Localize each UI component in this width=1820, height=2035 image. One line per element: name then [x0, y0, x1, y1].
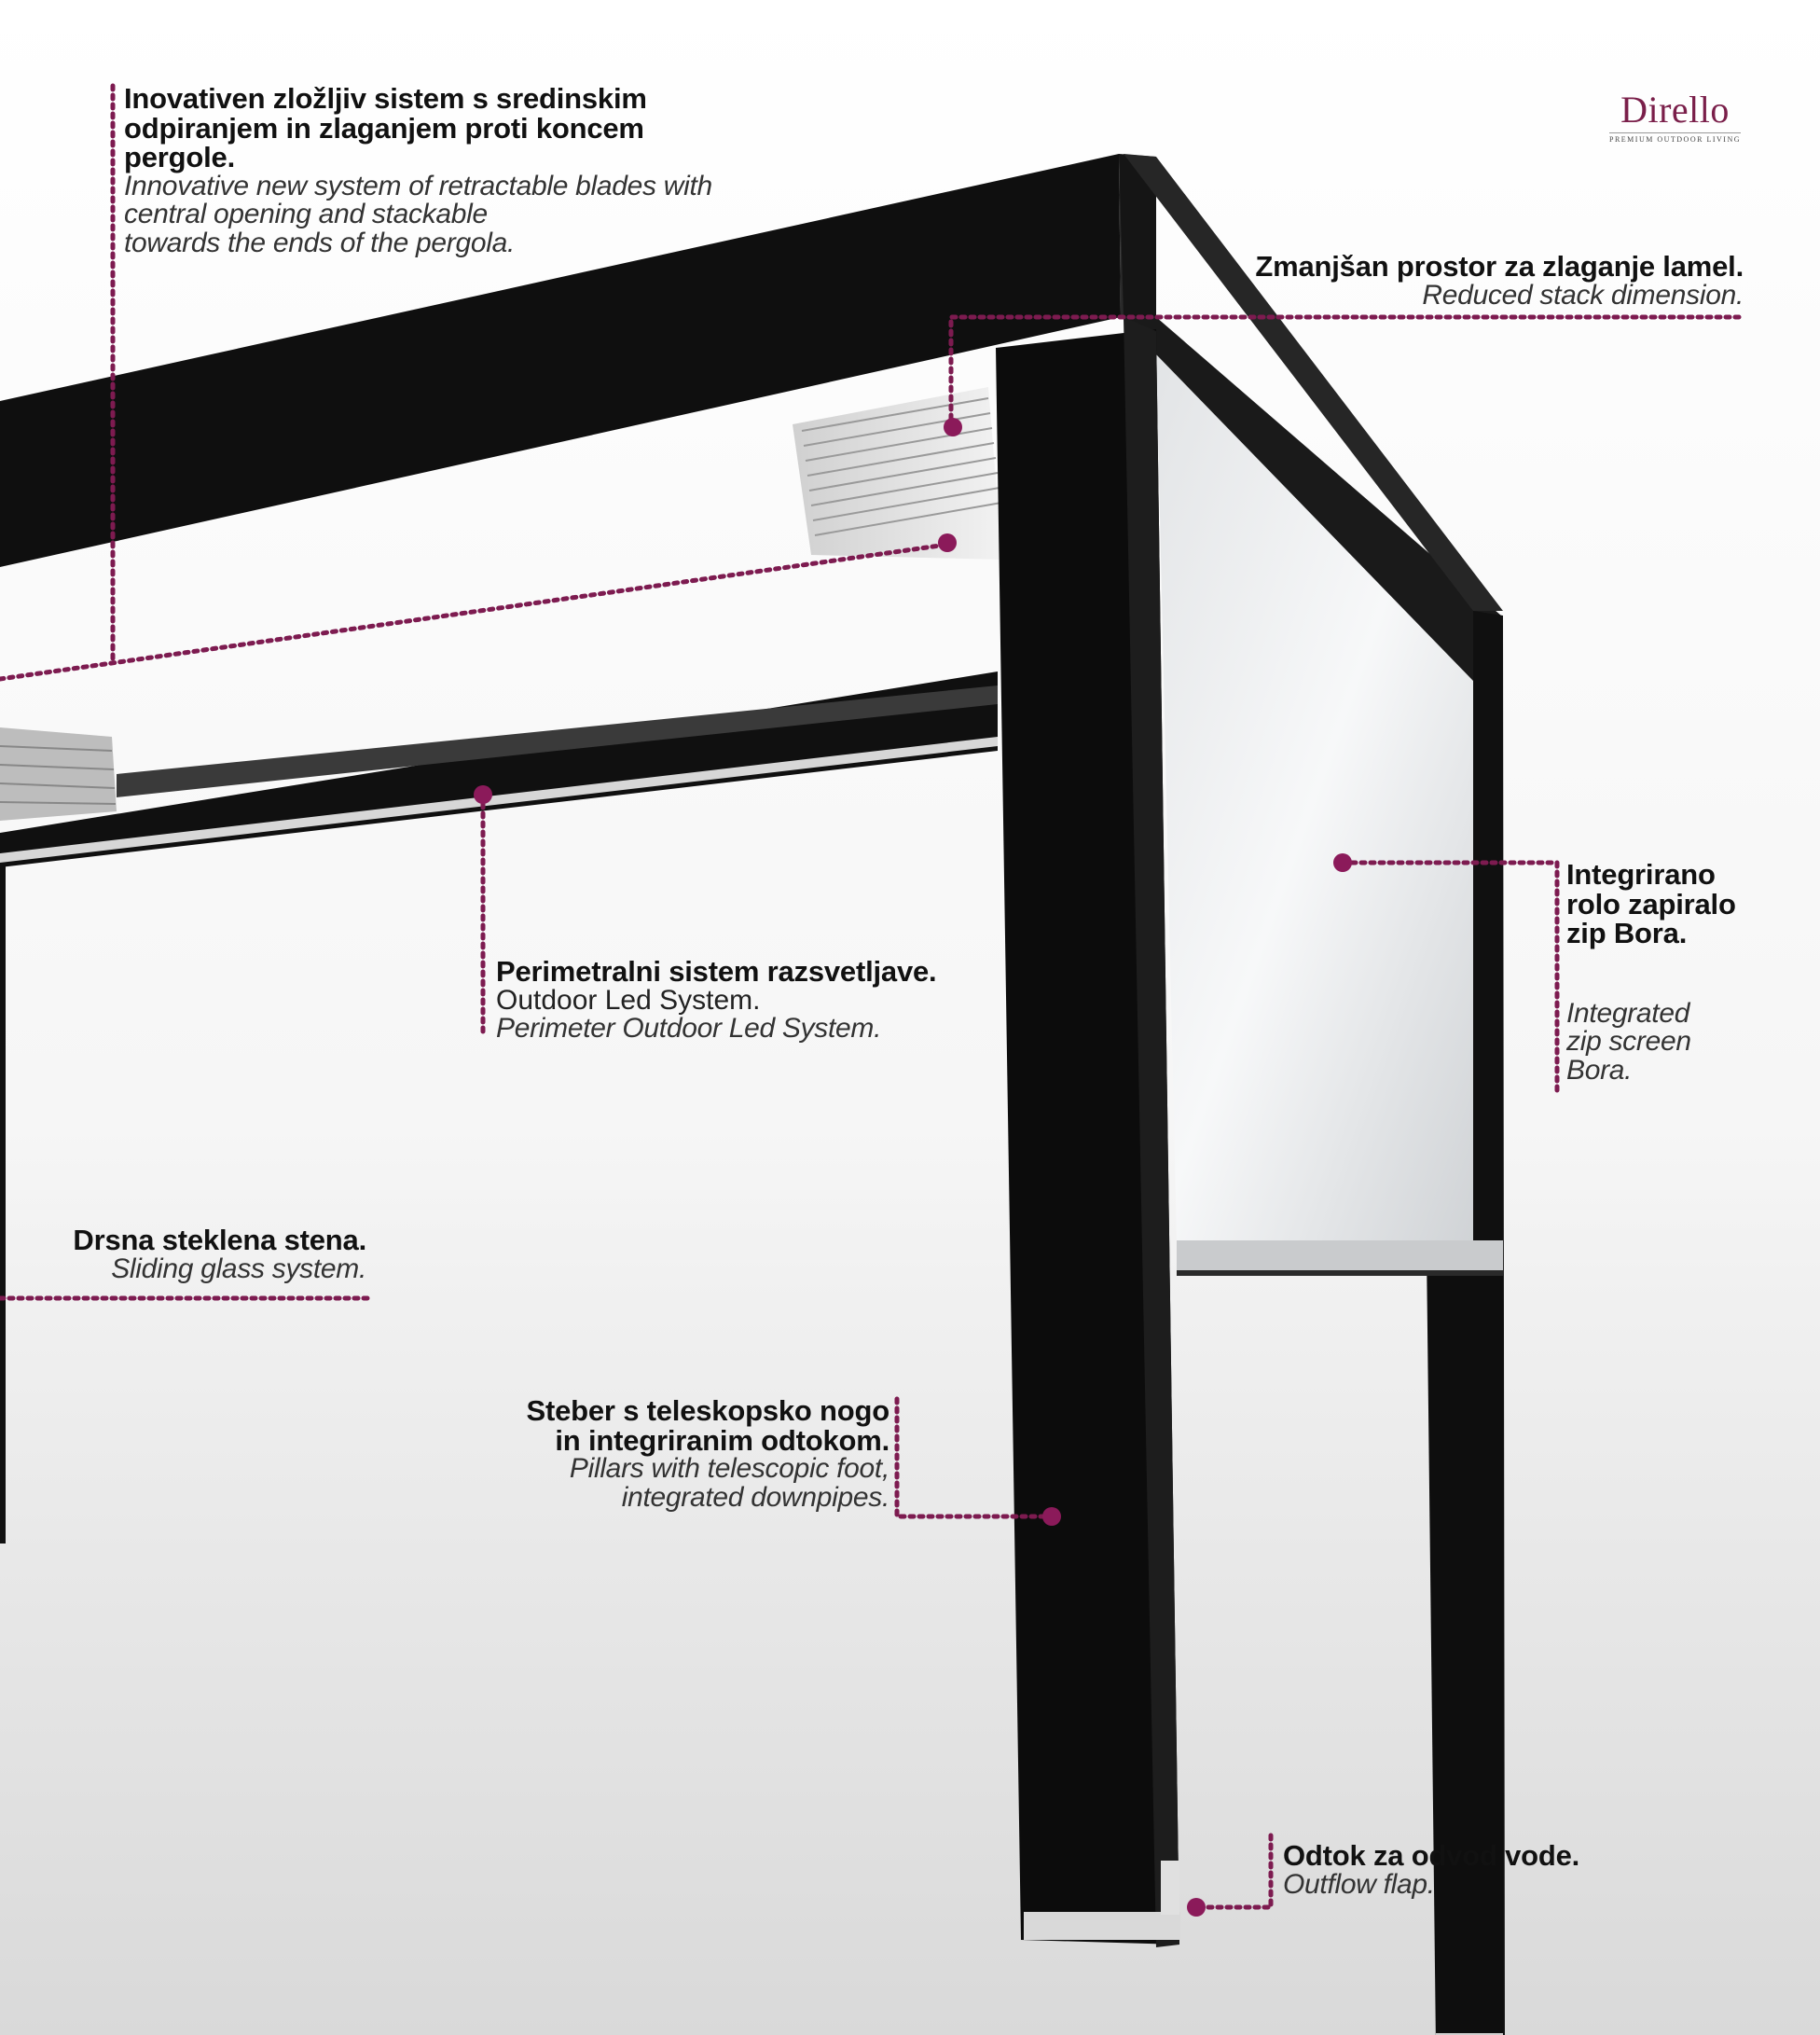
callout-pillar-sl-1: Steber s teleskopsko nogo: [526, 1394, 889, 1427]
brand-name: Dirello: [1620, 89, 1730, 131]
left-pillar: [0, 863, 6, 1544]
callout-stack-sl: Zmanjšan prostor za zlaganje lamel.: [1255, 250, 1744, 283]
callout-retractable-en-2: central opening and stackable: [124, 199, 488, 230]
callout-stack-en: Reduced stack dimension.: [1422, 279, 1744, 311]
callout-zip: [1566, 860, 1736, 1086]
brand-tagline: PREMIUM OUTDOOR LIVING: [1609, 132, 1741, 144]
callout-pillar-en-2: integrated downpipes.: [621, 1481, 889, 1513]
pillar-foot: [1024, 1912, 1180, 1940]
callout-retractable-sl-2: odpiranjem in zlaganjem proti koncem: [124, 111, 644, 145]
callout-retractable-sl-3: pergole.: [124, 141, 235, 174]
callout-led: [496, 957, 936, 1044]
callout-retractable-sl-1: Inovativen zložljiv sistem s sredinskim: [124, 82, 647, 115]
callout-zip-sl-3: zip Bora.: [1566, 917, 1688, 950]
callout-retractable-en-3: towards the ends of the pergola.: [124, 228, 516, 259]
brand-logo: [1609, 88, 1741, 144]
lower-beam-right: [1177, 1240, 1503, 1270]
callout-zip-sl-2: rolo zapiralo: [1566, 887, 1736, 921]
callout-led-sl: Perimetralni sistem razsvetljave.: [496, 955, 937, 988]
callout-pillar-en-1: Pillars with telescopic foot,: [569, 1453, 889, 1485]
callout-zip-en-2: zip screen: [1566, 1026, 1691, 1058]
callout-zip-en-1: Integrated: [1566, 997, 1690, 1029]
callout-led-reg: Outdoor Led System.: [496, 984, 761, 1016]
callout-glass-sl: Drsna steklena stena.: [73, 1224, 366, 1256]
callout-outflow: [1283, 1841, 1579, 1899]
callout-led-en: Perimeter Outdoor Led System.: [496, 1013, 882, 1045]
callout-outflow-en: Outflow flap.: [1283, 1868, 1435, 1900]
callout-pillar: [527, 1396, 890, 1512]
callout-glass: [73, 1225, 366, 1283]
callout-zip-en-3: Bora.: [1566, 1055, 1633, 1087]
callout-glass-en: Sliding glass system.: [111, 1253, 366, 1284]
callout-retractable-en-1: Innovative new system of retractable blades with: [124, 170, 712, 201]
back-pillar-leg: [1427, 1250, 1503, 2035]
callout-stack: [1255, 252, 1744, 310]
callout-zip-sl-1: Integrirano: [1566, 858, 1716, 891]
callout-outflow-sl: Odtok za odvod vode.: [1283, 1839, 1580, 1872]
callout-pillar-sl-2: in integriranim odtokom.: [555, 1423, 889, 1457]
callout-retractable: [124, 84, 712, 258]
